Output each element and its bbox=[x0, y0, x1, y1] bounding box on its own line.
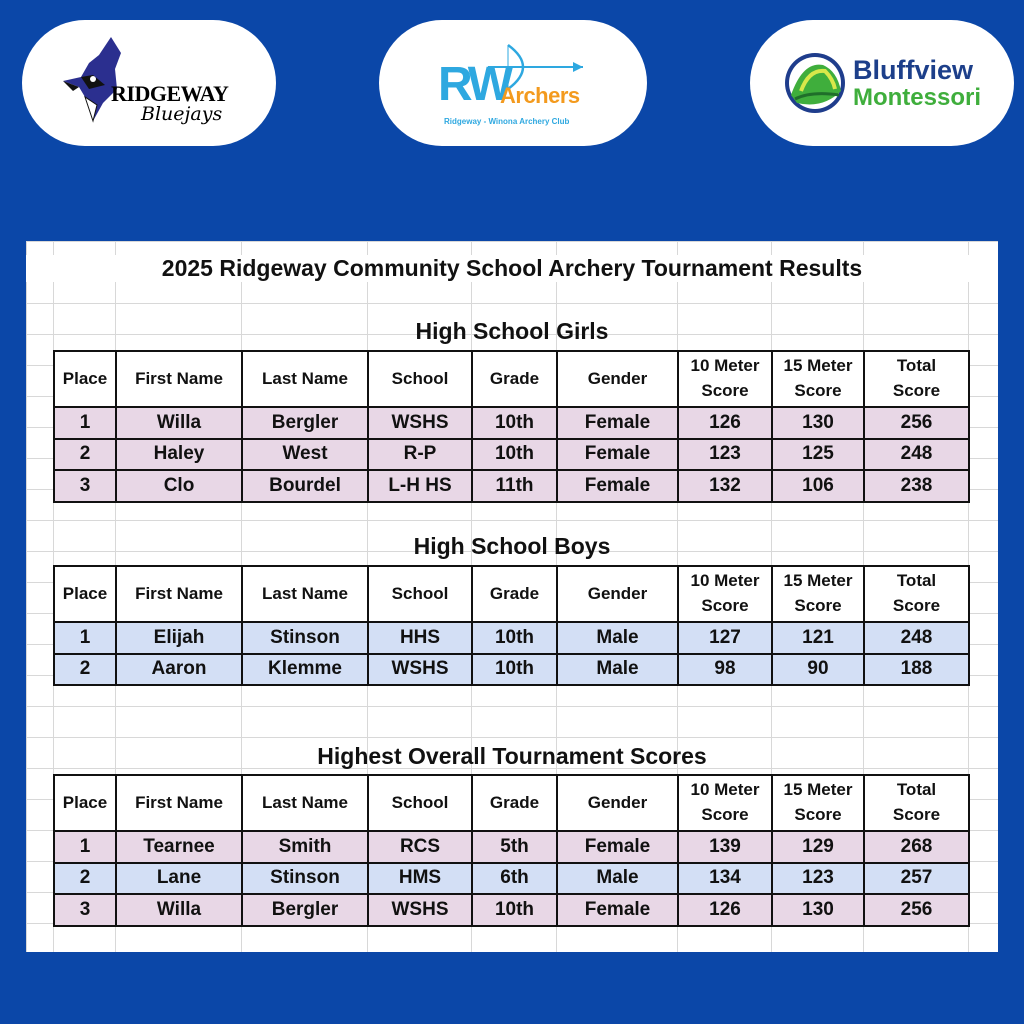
col-15m-label: 15 Meter bbox=[783, 571, 853, 591]
section-title-hs-boys: High School Boys bbox=[413, 533, 611, 559]
col-total-score-label: Score bbox=[892, 596, 941, 615]
score-10m-cell: 123 bbox=[678, 439, 772, 471]
col-15m-score bbox=[772, 566, 864, 622]
total-score-cell: 188 bbox=[864, 654, 969, 686]
grade-cell: 10th bbox=[472, 439, 557, 471]
last-name-cell: Smith bbox=[242, 831, 368, 863]
col-10m-label: 10 Meter bbox=[690, 571, 760, 591]
results-table-hs-boys bbox=[53, 565, 970, 686]
total-score-cell: 256 bbox=[864, 407, 969, 439]
col-place: Place bbox=[54, 775, 116, 831]
section-title-highest-overall: Highest Overall Tournament Scores bbox=[317, 743, 707, 769]
col-15m-score-label: Score bbox=[794, 381, 842, 400]
col-last-name: Last Name bbox=[242, 351, 368, 407]
total-score-cell: 238 bbox=[864, 470, 969, 502]
col-15m-score-label: Score bbox=[794, 805, 842, 824]
col-10m-score bbox=[678, 566, 772, 622]
gender-cell: Female bbox=[557, 470, 678, 502]
col-10m-score bbox=[678, 351, 772, 407]
gender-cell: Male bbox=[557, 654, 678, 686]
score-15m-cell: 129 bbox=[772, 831, 864, 863]
first-name-cell: Elijah bbox=[116, 622, 242, 654]
last-name-cell: Bergler bbox=[242, 894, 368, 926]
rw-archers-logo bbox=[379, 20, 647, 146]
col-grade: Grade bbox=[472, 775, 557, 831]
last-name-cell: Bergler bbox=[242, 407, 368, 439]
gender-cell: Female bbox=[557, 894, 678, 926]
last-name-cell: Stinson bbox=[242, 622, 368, 654]
grade-cell: 10th bbox=[472, 622, 557, 654]
col-place: Place bbox=[54, 566, 116, 622]
first-name-cell: Willa bbox=[116, 407, 242, 439]
col-first-name: First Name bbox=[116, 351, 242, 407]
col-10m-label: 10 Meter bbox=[690, 356, 760, 376]
montessori-wordmark: Montessori bbox=[852, 83, 981, 111]
results-sheet bbox=[26, 241, 998, 952]
hills-emblem-icon bbox=[783, 51, 847, 115]
school-cell: L-H HS bbox=[368, 470, 472, 502]
score-15m-cell: 90 bbox=[772, 654, 864, 686]
last-name-cell: Bourdel bbox=[242, 470, 368, 502]
col-grade: Grade bbox=[472, 351, 557, 407]
col-first-name: First Name bbox=[116, 566, 242, 622]
table-row bbox=[54, 894, 969, 926]
score-15m-cell: 123 bbox=[772, 863, 864, 895]
first-name-cell: Clo bbox=[116, 470, 242, 502]
table-row bbox=[54, 439, 969, 471]
col-15m-score bbox=[772, 775, 864, 831]
school-cell: WSHS bbox=[368, 894, 472, 926]
col-15m-score bbox=[772, 351, 864, 407]
score-10m-cell: 126 bbox=[678, 894, 772, 926]
place-cell: 2 bbox=[54, 863, 116, 895]
total-score-cell: 257 bbox=[864, 863, 969, 895]
bluffview-montessori-logo bbox=[750, 20, 1014, 146]
score-15m-cell: 130 bbox=[772, 894, 864, 926]
col-total-label: Total bbox=[896, 780, 937, 800]
score-15m-cell: 121 bbox=[772, 622, 864, 654]
place-cell: 1 bbox=[54, 407, 116, 439]
first-name-cell: Lane bbox=[116, 863, 242, 895]
grade-cell: 10th bbox=[472, 654, 557, 686]
total-score-cell: 248 bbox=[864, 622, 969, 654]
archery-club-name: Ridgeway - Winona Archery Club bbox=[444, 117, 570, 126]
col-total-label: Total bbox=[896, 571, 937, 591]
place-cell: 2 bbox=[54, 654, 116, 686]
grade-cell: 10th bbox=[472, 894, 557, 926]
header-row bbox=[54, 566, 969, 622]
table-row bbox=[54, 470, 969, 502]
place-cell: 2 bbox=[54, 439, 116, 471]
col-school: School bbox=[368, 351, 472, 407]
school-cell: WSHS bbox=[368, 654, 472, 686]
first-name-cell: Willa bbox=[116, 894, 242, 926]
score-15m-cell: 125 bbox=[772, 439, 864, 471]
table-row bbox=[54, 407, 969, 439]
gender-cell: Male bbox=[557, 622, 678, 654]
table-row bbox=[54, 831, 969, 863]
section-title-hs-girls: High School Girls bbox=[415, 318, 609, 344]
col-10m-label: 10 Meter bbox=[690, 780, 760, 800]
score-10m-cell: 127 bbox=[678, 622, 772, 654]
page-title: 2025 Ridgeway Community School Archery Tournament Results bbox=[26, 255, 998, 282]
header-row bbox=[54, 775, 969, 831]
col-15m-score-label: Score bbox=[794, 596, 842, 615]
school-cell: RCS bbox=[368, 831, 472, 863]
col-10m-score-label: Score bbox=[701, 805, 749, 824]
school-cell: WSHS bbox=[368, 407, 472, 439]
place-cell: 3 bbox=[54, 470, 116, 502]
col-total-score-label: Score bbox=[892, 381, 941, 400]
col-grade: Grade bbox=[472, 566, 557, 622]
score-10m-cell: 126 bbox=[678, 407, 772, 439]
gender-cell: Female bbox=[557, 407, 678, 439]
grade-cell: 10th bbox=[472, 407, 557, 439]
col-gender: Gender bbox=[557, 775, 678, 831]
school-cell: R-P bbox=[368, 439, 472, 471]
score-15m-cell: 106 bbox=[772, 470, 864, 502]
ridgeway-bluejays-logo bbox=[22, 20, 276, 146]
score-15m-cell: 130 bbox=[772, 407, 864, 439]
first-name-cell: Aaron bbox=[116, 654, 242, 686]
results-table-highest-overall bbox=[53, 774, 970, 927]
col-place: Place bbox=[54, 351, 116, 407]
table-row bbox=[54, 863, 969, 895]
total-score-cell: 256 bbox=[864, 894, 969, 926]
col-total-score bbox=[864, 775, 969, 831]
gender-cell: Female bbox=[557, 439, 678, 471]
gender-cell: Male bbox=[557, 863, 678, 895]
col-gender: Gender bbox=[557, 351, 678, 407]
place-cell: 3 bbox=[54, 894, 116, 926]
score-10m-cell: 134 bbox=[678, 863, 772, 895]
table-row bbox=[54, 654, 969, 686]
grade-cell: 11th bbox=[472, 470, 557, 502]
gender-cell: Female bbox=[557, 831, 678, 863]
grade-cell: 5th bbox=[472, 831, 557, 863]
last-name-cell: Klemme bbox=[242, 654, 368, 686]
archers-wordmark: Archers bbox=[500, 83, 580, 108]
col-15m-label: 15 Meter bbox=[783, 356, 853, 376]
col-total-score bbox=[864, 566, 969, 622]
bluejays-wordmark: Bluejays bbox=[141, 103, 223, 125]
place-cell: 1 bbox=[54, 831, 116, 863]
score-10m-cell: 132 bbox=[678, 470, 772, 502]
col-10m-score-label: Score bbox=[701, 596, 749, 615]
col-school: School bbox=[368, 775, 472, 831]
col-total-score bbox=[864, 351, 969, 407]
results-table-hs-girls bbox=[53, 350, 970, 503]
school-cell: HHS bbox=[368, 622, 472, 654]
total-score-cell: 268 bbox=[864, 831, 969, 863]
header-row bbox=[54, 351, 969, 407]
total-score-cell: 248 bbox=[864, 439, 969, 471]
col-total-score-label: Score bbox=[892, 805, 941, 824]
col-last-name: Last Name bbox=[242, 775, 368, 831]
last-name-cell: West bbox=[242, 439, 368, 471]
col-10m-score-label: Score bbox=[701, 381, 749, 400]
school-cell: HMS bbox=[368, 863, 472, 895]
col-school: School bbox=[368, 566, 472, 622]
col-last-name: Last Name bbox=[242, 566, 368, 622]
score-10m-cell: 98 bbox=[678, 654, 772, 686]
bluffview-wordmark: Bluffview bbox=[852, 55, 973, 86]
first-name-cell: Haley bbox=[116, 439, 242, 471]
ridgeway-wordmark: RIDGEWAY bbox=[111, 81, 229, 106]
place-cell: 1 bbox=[54, 622, 116, 654]
col-first-name: First Name bbox=[116, 775, 242, 831]
table-row bbox=[54, 622, 969, 654]
first-name-cell: Tearnee bbox=[116, 831, 242, 863]
score-10m-cell: 139 bbox=[678, 831, 772, 863]
rw-monogram: RW bbox=[438, 58, 510, 111]
grade-cell: 6th bbox=[472, 863, 557, 895]
col-gender: Gender bbox=[557, 566, 678, 622]
col-15m-label: 15 Meter bbox=[783, 780, 853, 800]
last-name-cell: Stinson bbox=[242, 863, 368, 895]
col-10m-score bbox=[678, 775, 772, 831]
col-total-label: Total bbox=[896, 356, 937, 376]
